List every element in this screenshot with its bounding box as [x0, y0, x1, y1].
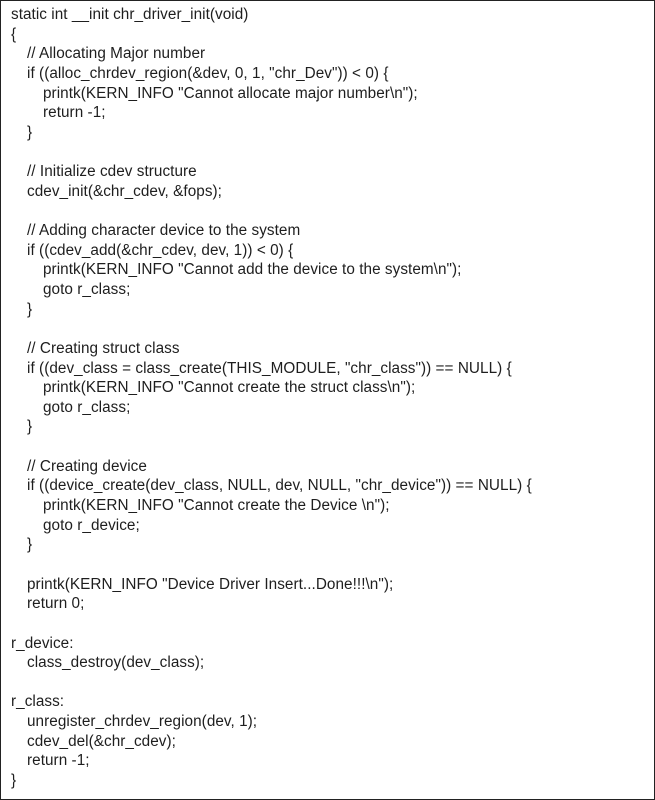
code-line: if ((cdev_add(&chr_cdev, dev, 1)) < 0) { [27, 241, 294, 259]
code-blank-line [11, 142, 532, 162]
code-label-line: r_device: [11, 634, 74, 652]
code-line: } [27, 536, 33, 554]
code-blank-line [11, 673, 532, 693]
code-line: } [27, 418, 33, 436]
code-blank-line [11, 614, 532, 634]
code-line: return 0; [27, 595, 85, 613]
code-line: class_destroy(dev_class); [27, 654, 205, 672]
code-blank-line [11, 201, 532, 221]
code-blank-line [11, 437, 532, 457]
code-line: static int __init chr_driver_init(void) [11, 6, 249, 23]
code-line: printk(KERN_INFO "Cannot create the Device \n"); [43, 497, 390, 515]
code-line: cdev_init(&chr_cdev, &fops); [27, 182, 222, 200]
code-line: if ((dev_class = class_create(THIS_MODULE, "chr_class")) == NULL) { [27, 359, 512, 377]
code-blank-line [11, 555, 532, 575]
code-line: { [11, 25, 17, 43]
code-line: unregister_chrdev_region(dev, 1); [27, 713, 258, 731]
code-line: goto r_class; [43, 280, 131, 298]
code-comment-line: // Creating struct class [27, 339, 180, 357]
code-line: cdev_del(&chr_cdev); [27, 732, 176, 750]
code-line: goto r_class; [43, 398, 131, 416]
code-comment-line: // Creating device [27, 457, 147, 475]
code-line: if ((alloc_chrdev_region(&dev, 0, 1, "chr_Dev")) < 0) { [27, 64, 389, 82]
code-line: } [27, 300, 33, 318]
code-line: printk(KERN_INFO "Cannot add the device to the system\n"); [43, 261, 462, 279]
code-line: printk(KERN_INFO "Cannot allocate major number\n"); [43, 84, 418, 102]
code-line: printk(KERN_INFO "Device Driver Insert...Done!!!\n"); [27, 575, 394, 593]
code-line: } [11, 771, 17, 789]
code-blank-line [11, 319, 532, 339]
code-lines [11, 5, 532, 791]
code-line: return -1; [43, 104, 106, 122]
code-label-line: r_class: [11, 693, 65, 711]
code-comment-line: // Allocating Major number [27, 45, 206, 63]
code-line: if ((device_create(dev_class, NULL, dev, NULL, "chr_device")) == NULL) { [27, 477, 532, 495]
code-line: goto r_device; [43, 516, 140, 534]
code-line: } [27, 123, 33, 141]
code-line: printk(KERN_INFO "Cannot create the struct class\n"); [43, 379, 416, 397]
code-comment-line: // Initialize cdev structure [27, 163, 197, 181]
code-line: return -1; [27, 752, 90, 770]
code-comment-line: // Adding character device to the system [27, 222, 301, 240]
